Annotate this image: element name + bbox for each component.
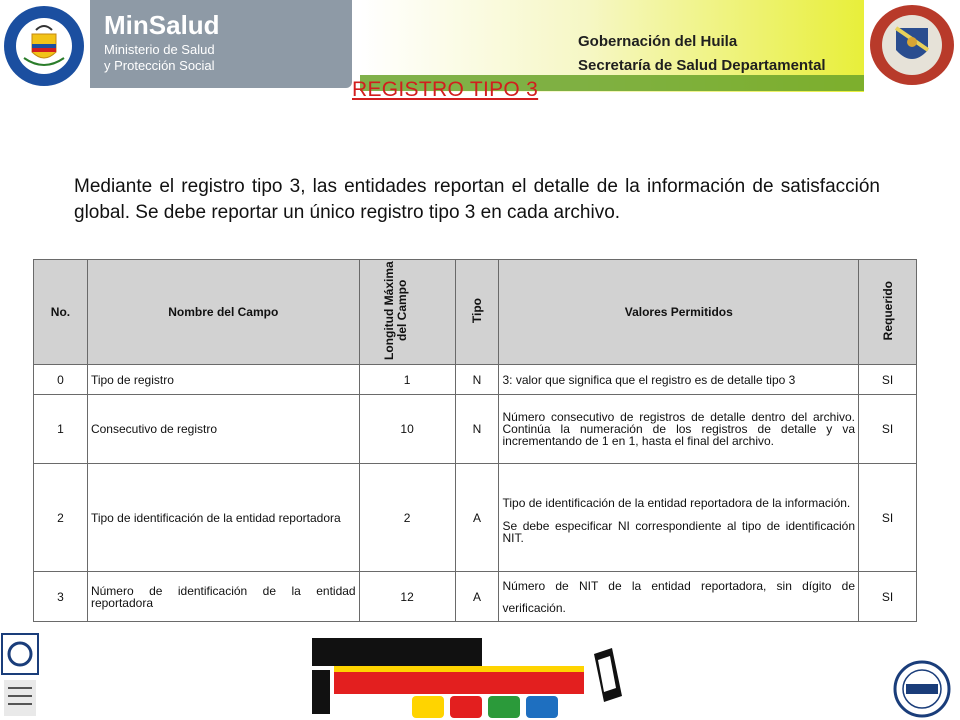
cell-longitud: 1 bbox=[359, 365, 455, 395]
iqnet-certification-logo bbox=[886, 660, 958, 718]
cell-nombre: Consecutivo de registro bbox=[87, 395, 359, 464]
cell-valores bbox=[499, 464, 859, 572]
cell-valores: Número consecutivo de registros de detalle dentro del archivo. Continúa la numeración de los registros de detalle y va incrementando de 1 en 1, hasta el final del archivo. bbox=[499, 395, 859, 464]
registro-table bbox=[33, 259, 917, 622]
cell-valores: 3: valor que significa que el registro es de detalle tipo 3 bbox=[499, 365, 859, 395]
table-row bbox=[34, 395, 917, 464]
table-row bbox=[34, 464, 917, 572]
header-no: No. bbox=[34, 260, 88, 365]
cell-requerido: SI bbox=[859, 395, 917, 464]
minsalud-line-2: y Protección Social bbox=[104, 58, 215, 73]
cell-longitud: 12 bbox=[359, 572, 455, 622]
header-requerido bbox=[859, 260, 917, 365]
cell-no: 1 bbox=[34, 395, 88, 464]
header-longitud bbox=[359, 260, 455, 365]
header-nombre: Nombre del Campo bbox=[87, 260, 359, 365]
table-header-row bbox=[34, 260, 917, 365]
minsalud-logo bbox=[90, 0, 352, 88]
icontec-certification-logo bbox=[0, 632, 40, 720]
cell-nombre: Número de identificación de la entidad reportadora bbox=[87, 572, 359, 622]
cell-valores: Número de NIT de la entidad reportadora, sin dígito de verificación. bbox=[499, 572, 859, 622]
minsalud-title: MinSalud bbox=[104, 10, 220, 40]
cell-tipo: A bbox=[455, 464, 499, 572]
cell-longitud: 10 bbox=[359, 395, 455, 464]
gobernacion-line-1: Gobernación del Huila bbox=[578, 33, 738, 50]
cell-requerido: SI bbox=[859, 464, 917, 572]
page-title: REGISTRO TIPO 3 bbox=[352, 78, 539, 101]
cell-requerido: SI bbox=[859, 365, 917, 395]
header-longitud-label: Longitud Máxima del Campo bbox=[382, 261, 410, 360]
cell-requerido: SI bbox=[859, 572, 917, 622]
cell-no: 2 bbox=[34, 464, 88, 572]
gobernacion-line-2: Secretaría de Salud Departamental bbox=[578, 57, 826, 74]
cell-tipo: N bbox=[455, 395, 499, 464]
cell-longitud: 2 bbox=[359, 464, 455, 572]
cell-nombre: Tipo de identificación de la entidad reportadora bbox=[87, 464, 359, 572]
cell-valores-part-1: Tipo de identificación de la entidad reportadora de la información. bbox=[502, 495, 851, 510]
minsalud-subtitle bbox=[104, 42, 215, 74]
huila-coat-of-arms-icon bbox=[866, 2, 958, 88]
cell-tipo: A bbox=[455, 572, 499, 622]
cell-nombre: Tipo de registro bbox=[87, 365, 359, 395]
header-valores: Valores Permitidos bbox=[499, 260, 859, 365]
intro-paragraph: Mediante el registro tipo 3, las entidades reportan el detalle de la información de satisfacción global. Se debe reportar un único registro tipo 3 en cada archivo. bbox=[74, 176, 880, 223]
colombia-seal-icon bbox=[2, 0, 86, 92]
header-requerido-label: Requerido bbox=[880, 280, 895, 341]
el-camino-es-la-educacion-logo bbox=[312, 636, 642, 720]
cell-no: 0 bbox=[34, 365, 88, 395]
table-row bbox=[34, 572, 917, 622]
header-tipo-label: Tipo bbox=[470, 297, 484, 324]
cell-tipo: N bbox=[455, 365, 499, 395]
table-row bbox=[34, 365, 917, 395]
minsalud-line-1: Ministerio de Salud bbox=[104, 42, 215, 57]
header-tipo bbox=[455, 260, 499, 365]
cell-valores-part-2: Se debe especificar NI correspondiente al tipo de identificación NIT. bbox=[502, 518, 856, 545]
cell-no: 3 bbox=[34, 572, 88, 622]
